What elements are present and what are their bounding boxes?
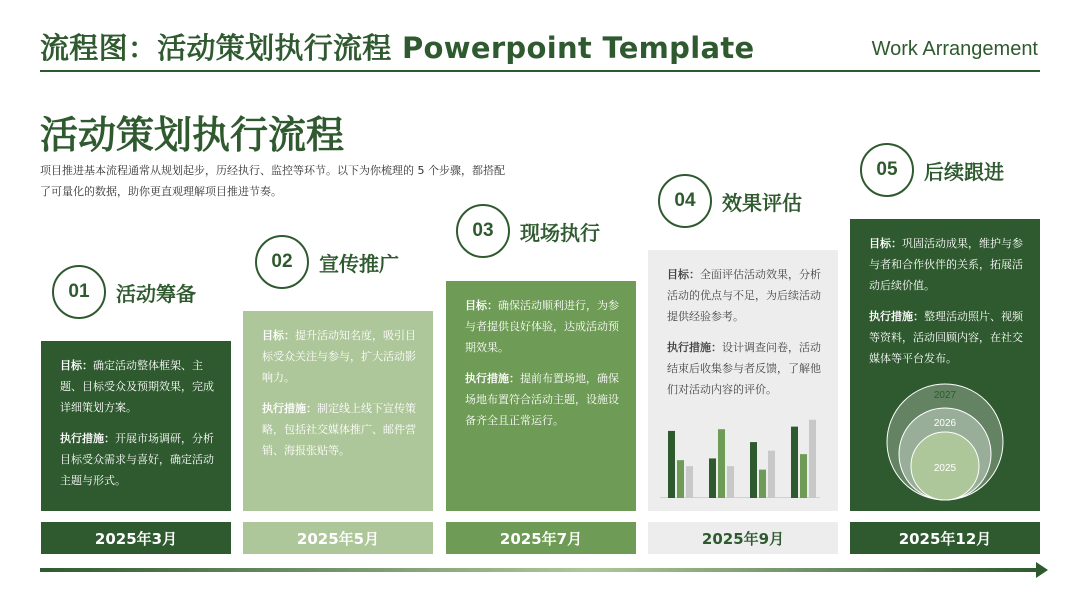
step-1-date: 2025年3月	[41, 522, 231, 554]
mini-bar	[677, 460, 684, 498]
header-subtitle: Work Arrangement	[871, 38, 1038, 60]
step-5-name: 后续跟进	[924, 159, 1004, 184]
step-1-card	[41, 341, 231, 511]
intro-text: 项目推进基本流程通常从规划起步，历经执行、监控等环节。以下为你梳理的 5 个步骤，都搭配了可量化的数据，助你更直观理解项目推进节奏。	[40, 164, 505, 198]
step-5-goal: 巩固活动成果，维护与参与者和合作伙伴的关系，拓展活动后续价值。	[869, 237, 1023, 292]
step-3-goal: 确保活动顺利进行，为参与者提供良好体验，达成活动预期效果。	[465, 299, 619, 354]
timeline-arrow-head	[1036, 562, 1048, 578]
step-2-action: 制定线上线下宣传策略，包括社交媒体推广、邮件营销、海报张贴等。	[262, 402, 416, 457]
step-2-card	[243, 311, 433, 511]
goal-label: 目标：	[667, 268, 700, 281]
action-label: 执行措施：	[465, 372, 520, 385]
step-4-number: 04	[658, 174, 712, 228]
header-divider	[40, 70, 1040, 72]
action-label: 执行措施：	[262, 402, 317, 415]
year-label-inner: 2025	[933, 463, 957, 474]
step-1-name: 活动筹备	[116, 281, 196, 306]
step-5-number: 05	[860, 143, 914, 197]
page-title: 活动策划执行流程	[40, 113, 345, 157]
step-5-heading	[860, 143, 1004, 197]
timeline-arrow-line	[40, 568, 1038, 572]
step-1-heading	[52, 265, 196, 319]
mini-bar	[709, 458, 716, 498]
mini-bar	[759, 470, 766, 498]
goal-label: 目标：	[465, 299, 498, 312]
step-3-card	[446, 281, 636, 511]
mini-bar	[791, 427, 798, 498]
year-label-outer: 2027	[933, 390, 957, 401]
step-4-heading	[658, 174, 802, 228]
mini-bar	[768, 451, 775, 498]
goal-label: 目标：	[869, 237, 902, 250]
mini-bar	[668, 431, 675, 498]
header-title: 流程图：活动策划执行流程 Powerpoint Template	[40, 31, 755, 65]
step-3-action: 提前布置场地，确保场地布置符合活动主题，设施设备齐全且正常运行。	[465, 372, 619, 427]
step-4-goal: 全面评估活动效果，分析活动的优点与不足，为后续活动提供经验参考。	[667, 268, 821, 323]
mini-bar	[750, 442, 757, 498]
step-2-heading	[255, 235, 399, 289]
goal-label: 目标：	[60, 359, 93, 372]
mini-bar	[686, 466, 693, 498]
step-2-date: 2025年5月	[243, 522, 433, 554]
mini-bar-chart	[660, 412, 820, 498]
step-4-name: 效果评估	[722, 190, 802, 215]
step-3-heading	[456, 204, 600, 258]
step-3-number: 03	[456, 204, 510, 258]
mini-bar	[718, 429, 725, 498]
step-4-date: 2025年9月	[648, 522, 838, 554]
action-label: 执行措施：	[667, 341, 722, 354]
step-1-goal: 确定活动整体框架、主题、目标受众及预期效果，完成详细策划方案。	[60, 359, 214, 414]
action-label: 执行措施：	[869, 310, 924, 323]
step-1-number: 01	[52, 265, 106, 319]
step-2-name: 宣传推广	[319, 251, 399, 276]
goal-label: 目标：	[262, 329, 295, 342]
step-5-action: 整理活动照片、视频等资料，活动回顾内容，在社交媒体等平台发布。	[869, 310, 1023, 365]
step-3-name: 现场执行	[520, 220, 600, 245]
action-label: 执行措施：	[60, 432, 115, 445]
step-1-action: 开展市场调研，分析目标受众需求与喜好，确定活动主题与形式。	[60, 432, 214, 487]
mini-bar	[727, 466, 734, 498]
step-2-number: 02	[255, 235, 309, 289]
step-4-action: 设计调查问卷，活动结束后收集参与者反馈，了解他们对活动内容的评价。	[667, 341, 821, 396]
mini-bar	[809, 420, 816, 498]
year-label-middle: 2026	[933, 418, 957, 429]
step-2-goal: 提升活动知名度，吸引目标受众关注与参与，扩大活动影响力。	[262, 329, 416, 384]
step-3-date: 2025年7月	[446, 522, 636, 554]
year-circles	[885, 382, 1005, 502]
mini-bar	[800, 454, 807, 498]
step-5-date: 2025年12月	[850, 522, 1040, 554]
